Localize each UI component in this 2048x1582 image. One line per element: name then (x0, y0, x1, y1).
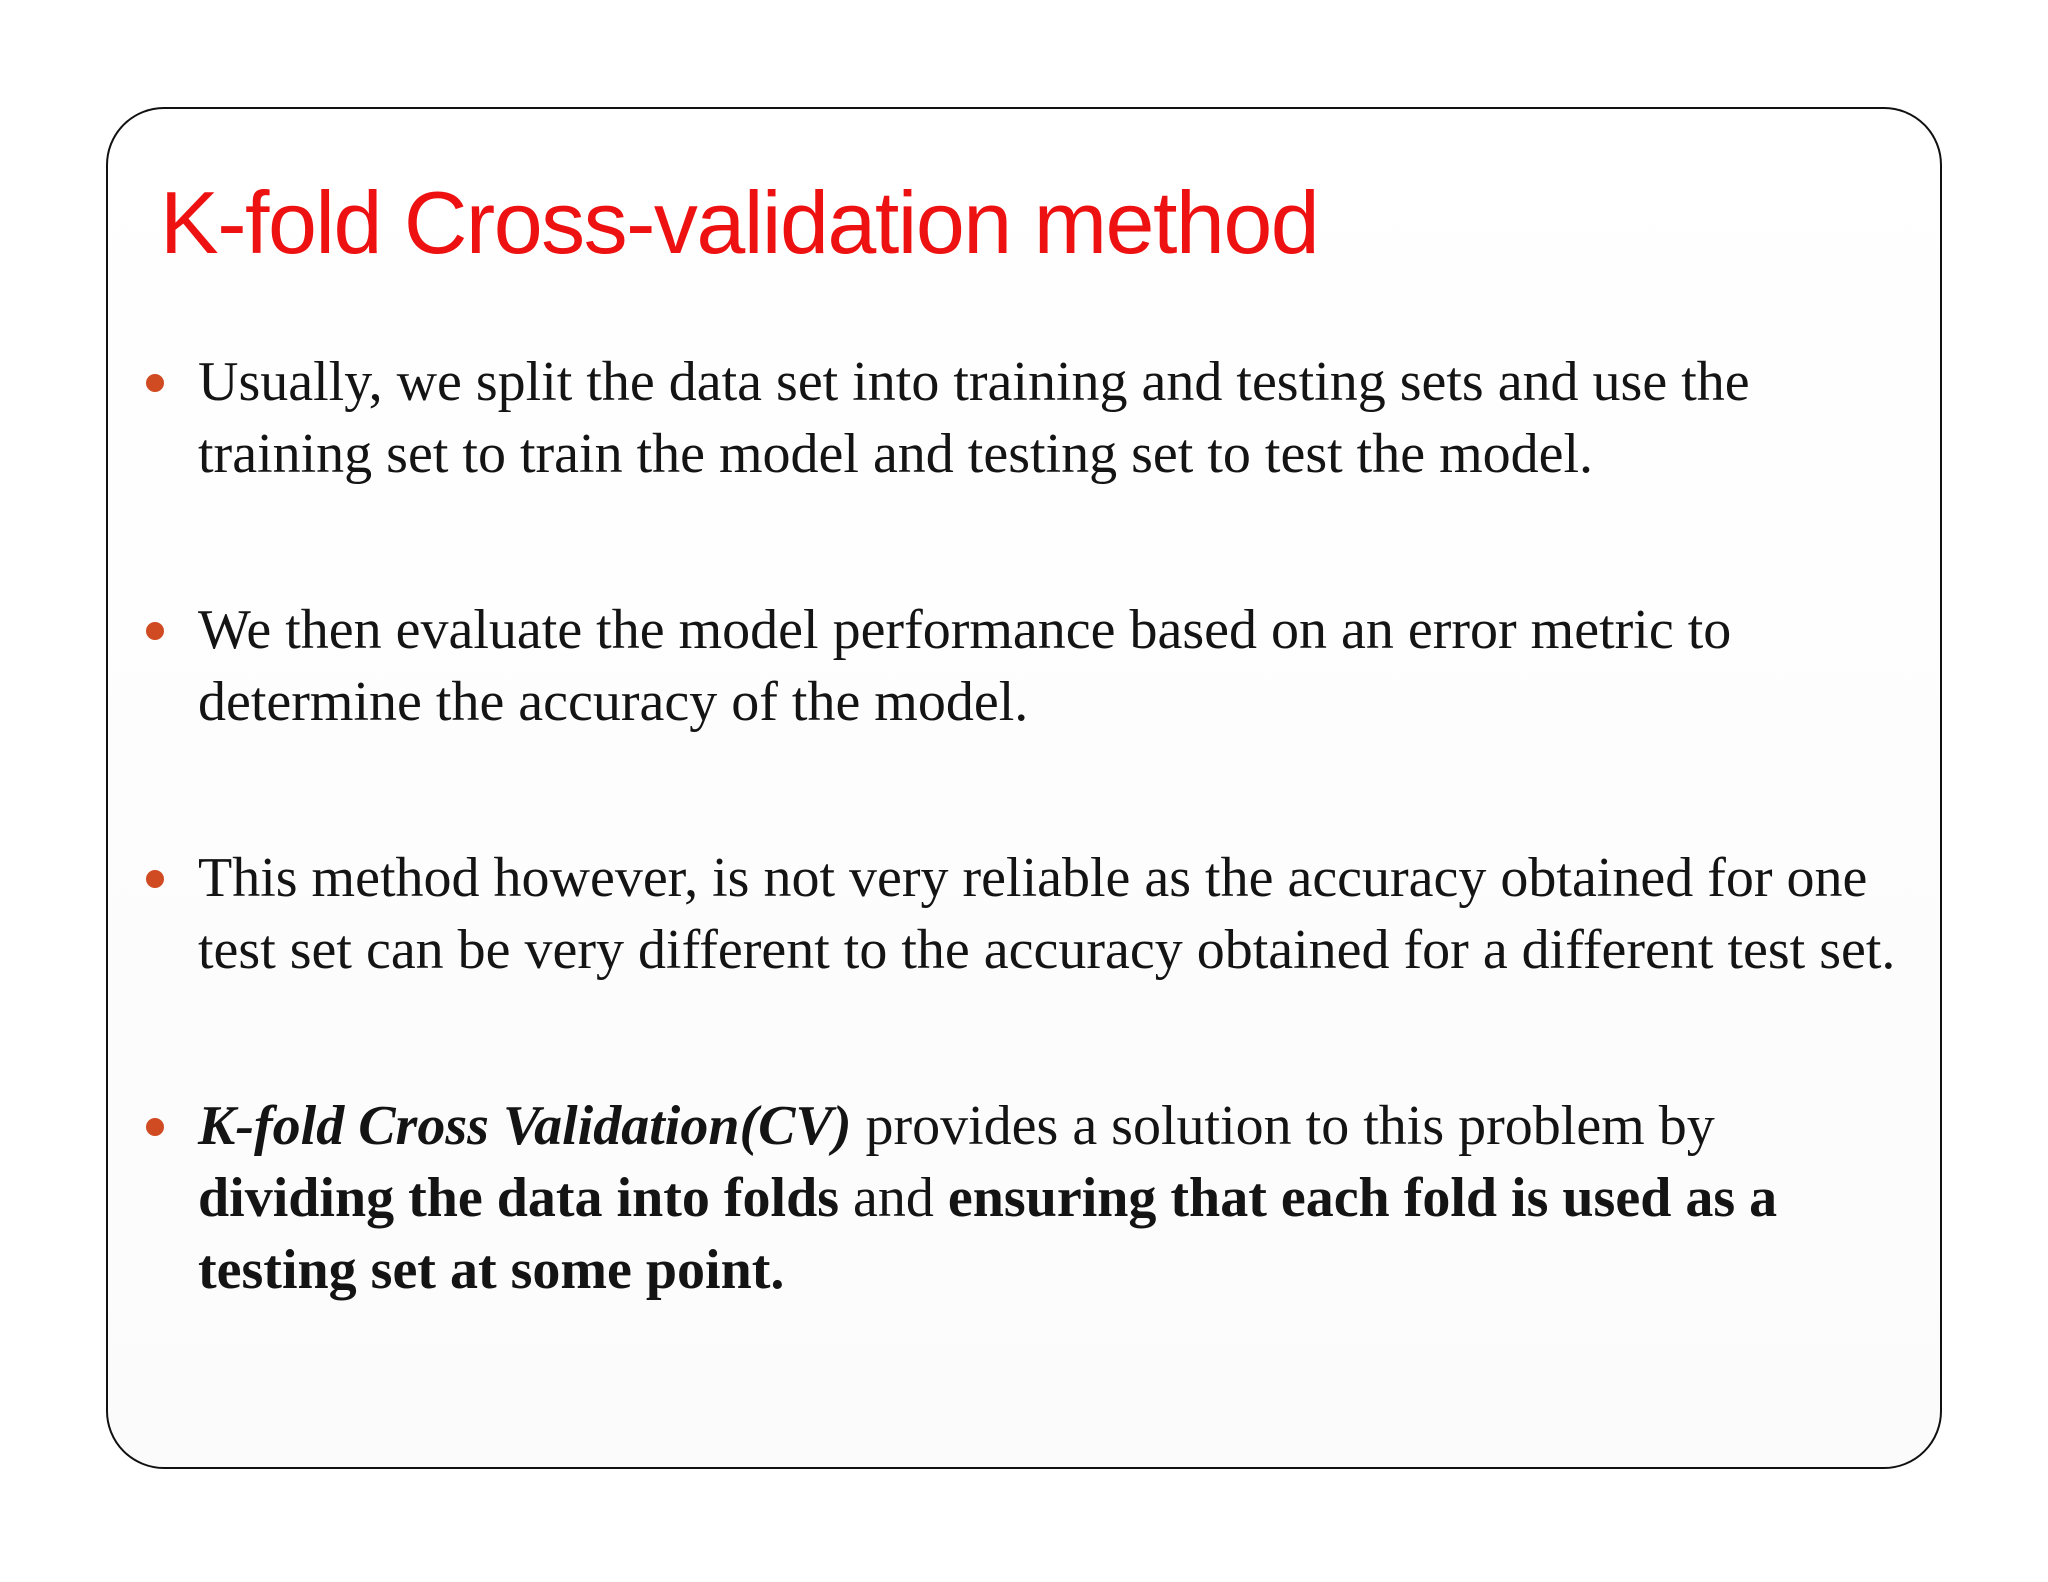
bullet-item (198, 346, 1898, 490)
bold-phrase-folds: dividing the data into folds (198, 1167, 840, 1229)
bullet-item (198, 842, 1898, 986)
bullet-item (198, 594, 1898, 738)
bullet-text: and (839, 1167, 948, 1229)
bullet-text: We then evaluate the model performance based on an error metric to determine the accuracy of the model. (198, 599, 1732, 733)
bullet-text: This method however, is not very reliable as the accuracy obtained for one test set can be very different to the accuracy obtained for a different test set. (198, 847, 1896, 981)
bullet-dot-icon (146, 374, 164, 392)
bullet-dot-icon (146, 1118, 164, 1136)
bold-phrase-testing: ensuring that each fold is used as a testing set at some point. (198, 1167, 1778, 1301)
bullet-text: provides a solution to this problem by (851, 1095, 1715, 1157)
bullet-item (198, 1090, 1898, 1306)
bullet-text: Usually, we split the data set into training and testing sets and use the training set to train the model and testing set to test the model. (198, 351, 1750, 485)
kfold-term: K-fold Cross Validation(CV) (198, 1095, 852, 1157)
bullet-list (198, 346, 1898, 1306)
bullet-dot-icon (146, 622, 164, 640)
bullet-dot-icon (146, 870, 164, 888)
slide-title: K-fold Cross-validation method (160, 173, 1319, 272)
